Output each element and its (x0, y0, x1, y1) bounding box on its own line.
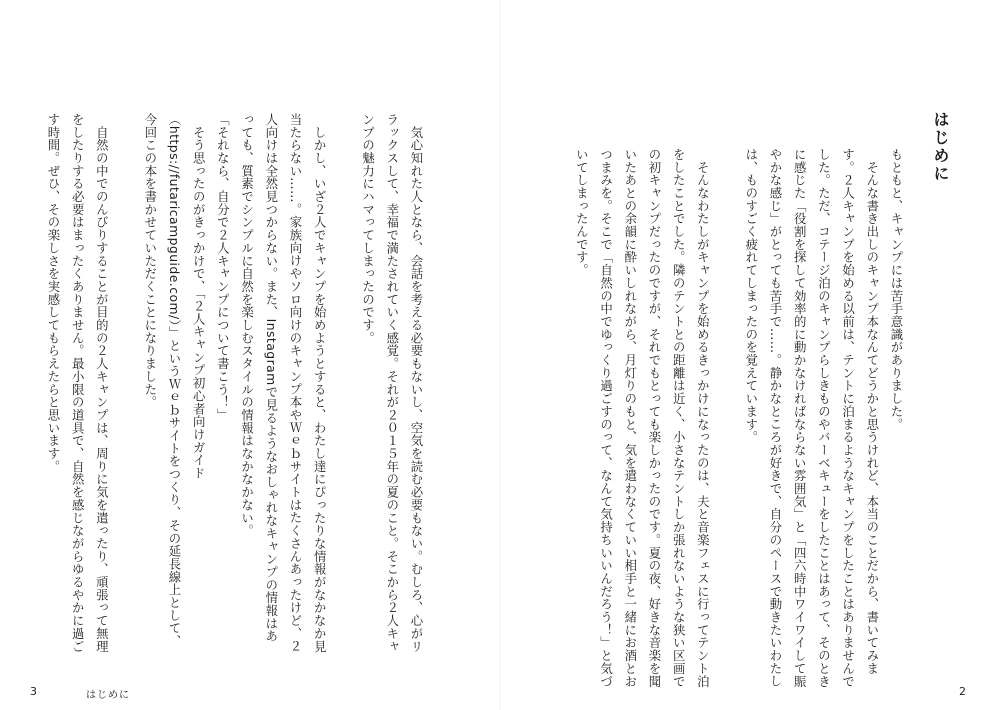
right-page (500, 0, 1000, 710)
right-page-body-text: もともと、キャンプには苦手意識がありました。 そんな書き出しのキャンプ本なんてどうかと思うけれど、本当のことだから、書いてみます。２人キャンプを始める以前は、テントに泊まるようなキャンプをしたことはありませんでした。ただ、コテージ泊のキャンプらしきものやバーベキューをしたことはあって、そのときに感じた「役割を探して効率的に動かなければならない雰囲気」と「四六時中ワイワイして賑やかな感じ」がとっても苦手で……。静かなところが好きで、自分のペースで動きたいわたしは、ものすごく疲れてしまったのを覚えています。 そんなわたしがキャンプを始めるきっかけになったのは、夫と音楽フェスに行ってテント泊をしたことでした。隣のテントとの距離は近く、小さなテントしか張れないような狭い区画での初キャンプだったのですが、それでもとっても楽しかったのです。夏の夜、好きな音楽を聞いたあとの余韻に酔いしれながら、月灯りのもと、気を遣わなくていい相手と一緒にお酒とおつまみを。そこで「自然の中でゆっくり過ごすのって、なんて気持ちいいんだろう！」と気づいてしまったんです。 (574, 148, 904, 688)
chapter-heading: はじめに (931, 111, 950, 183)
page-number-right: 2 (959, 685, 966, 698)
page-number-left: 3 (30, 685, 37, 698)
left-page-body-text: 気心知れた人となら、会話を考える必要もないし、空気を読む必要もない。むしろ、心がリラックスして、幸福で満たされていく感覚。それが２０１５年の夏のこと。そこから２人キャンプの魅力にハマってしまったのです。 しかし、いざ２人でキャンプを始めようとすると、わたし達にぴったりな情報がなかなか見当たらない……。家族向けやソロ向けのキャンプ本やＷｅｂサイトはたくさんあったけど、２人向けは全然見つからない。また、Instagramで見るようなおしゃれなキャンプの情報はあっても、質素でシンプルに自然を楽しむスタイルの情報はなかなかない。 「それなら、自分で２人キャンプについて書こう！」 そう思ったのがきっかけで、「２人キャンプ初心者向けガイド（https://futaricampguide.com/）」というＷｅｂサイトをつくり、その延長線上として、今回この本を書かせていただくことになりました。 自然の中でのんびりすることが目的の２人キャンプは、周りに気を遣ったり、頑張って無理をしたりする必要はまったくありません。最小限の道具で、自然を感じながらゆるやかに過ごす時間。ぜひ、その楽しさを実感してもらえたらと思います。 (45, 113, 424, 653)
running-head: はじめに (86, 690, 130, 701)
